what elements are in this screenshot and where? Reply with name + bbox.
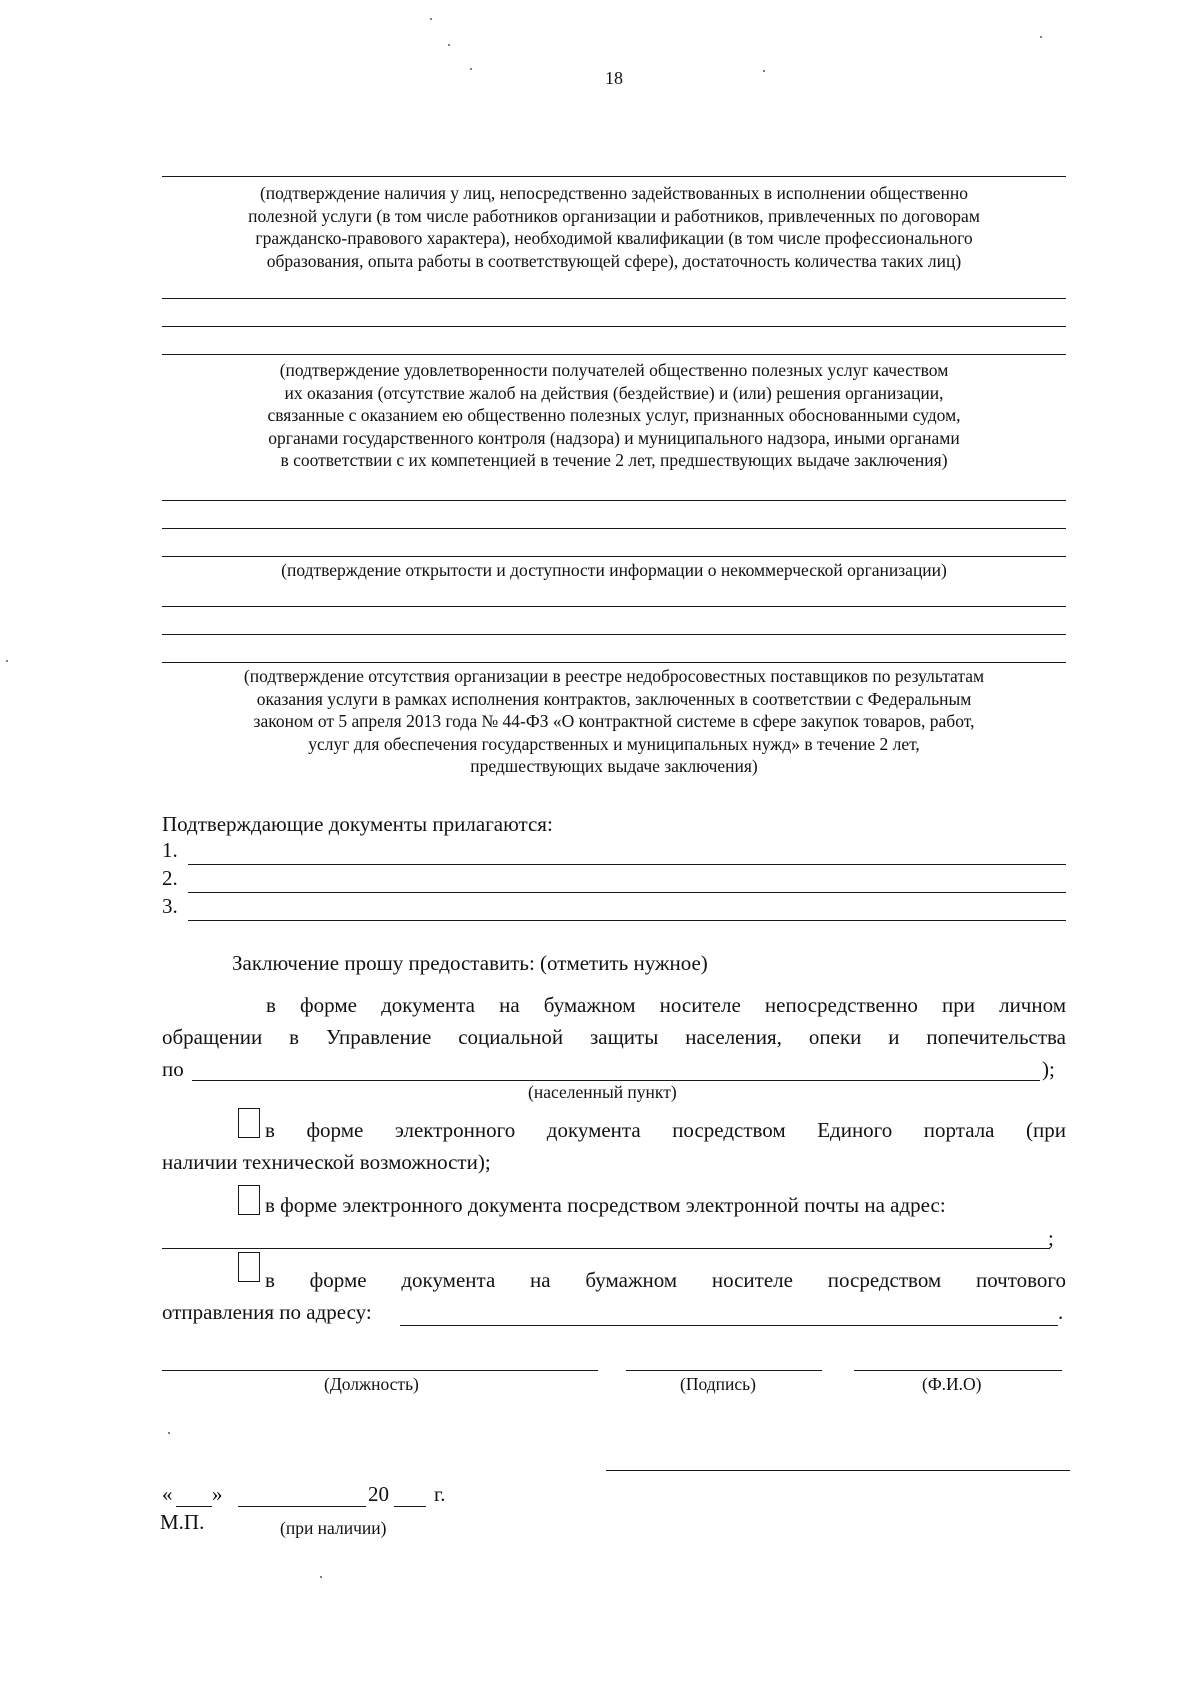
fill-line[interactable] (162, 662, 1066, 663)
scan-speck (1040, 36, 1042, 38)
note-line: (подтверждение наличия у лиц, непосредственно задействованных в исполнении общественно (259, 183, 969, 203)
option-post-line1: в форме документа на бумажном носителе посредством почтового (265, 1268, 1066, 1292)
fill-line[interactable] (162, 556, 1066, 557)
option-paper-personal-line1: в форме документа на бумажном носителе непосредственно при личном (266, 993, 1066, 1017)
signature-caption: (Подпись) (680, 1374, 756, 1394)
note-registry (162, 665, 1066, 778)
locality-caption: (населенный пункт) (528, 1082, 677, 1102)
note-line: образования, опыта работы в соответствующей сфере), достаточность количества таких лиц) (266, 250, 962, 271)
note-line: услуг для обеспечения государственных и муниципальных нужд» в течение 2 лет, (308, 733, 920, 754)
option-paper-personal-line2: обращении в Управление социальной защиты населения, опеки и попечительства (162, 1025, 1066, 1049)
attachment-number: 2. (162, 866, 178, 890)
date-open-quote: « (162, 1482, 173, 1506)
signature-line[interactable] (626, 1370, 822, 1371)
attachment-line-3[interactable] (188, 920, 1066, 921)
postal-address-input-line[interactable] (400, 1325, 1058, 1326)
name-line[interactable] (854, 1370, 1062, 1371)
date-close-quote: » (212, 1482, 223, 1506)
note-line: полезной услуги (в том числе работников организации и работников, привлеченных по договорам (248, 205, 980, 226)
date-month-line[interactable] (238, 1506, 366, 1507)
note-line: связанные с оказанием ею общественно полезных услуг, признанных обоснованными судом, (267, 405, 961, 425)
checkbox-email[interactable] (238, 1185, 260, 1215)
scan-speck (448, 44, 450, 46)
locality-suffix: ); (1042, 1057, 1055, 1081)
email-suffix: ; (1048, 1226, 1054, 1250)
extra-line[interactable] (606, 1470, 1070, 1471)
note-openness (162, 559, 1066, 582)
attachments-heading: Подтверждающие документы прилагаются: (162, 812, 553, 836)
option-portal-line2: наличии технической возможности); (162, 1150, 491, 1174)
email-input-line[interactable] (162, 1248, 1050, 1249)
scan-speck (430, 18, 432, 20)
option-email-line1: в форме электронного документа посредством электронной почты на адрес: (265, 1193, 946, 1217)
date-year-line[interactable] (394, 1506, 426, 1507)
locality-prefix: по (162, 1057, 184, 1081)
page-number: 18 (605, 68, 623, 88)
scan-speck (168, 1432, 170, 1434)
fill-line[interactable] (162, 528, 1066, 529)
name-caption: (Ф.И.О) (922, 1374, 982, 1394)
scan-speck (470, 68, 472, 70)
attachment-line-2[interactable] (188, 892, 1066, 893)
date-year-prefix: 20 (368, 1482, 389, 1506)
scan-speck (320, 1576, 322, 1578)
fill-line[interactable] (162, 326, 1066, 327)
fill-line[interactable] (162, 634, 1066, 635)
note-satisfaction (162, 359, 1066, 472)
date-year-suffix: г. (434, 1482, 446, 1506)
note-line: законом от 5 апреля 2013 года № 44-ФЗ «О контрактной системе в сфере закупок товаров, работ, (253, 711, 975, 731)
stamp-note: (при наличии) (280, 1518, 387, 1538)
note-line: (подтверждение открытости и доступности информации о некоммерческой организации) (281, 560, 947, 580)
date-day-line[interactable] (176, 1506, 212, 1507)
note-line: (подтверждение удовлетворенности получателей общественно полезных услуг качеством (279, 360, 949, 380)
attachment-number: 3. (162, 894, 178, 918)
note-line: предшествующих выдаче заключения) (470, 756, 758, 776)
checkbox-post[interactable] (238, 1252, 260, 1282)
attachment-line-1[interactable] (188, 864, 1066, 865)
scan-speck (763, 70, 765, 72)
option-post-line2: отправления по адресу: (162, 1300, 372, 1324)
checkbox-portal[interactable] (238, 1108, 260, 1138)
note-line: в соответствии с их компетенцией в течение 2 лет, предшествующих выдаче заключения) (280, 450, 948, 470)
position-line[interactable] (162, 1370, 598, 1371)
scan-speck (6, 660, 8, 662)
fill-line[interactable] (162, 500, 1066, 501)
note-personnel (162, 182, 1066, 272)
locality-input-line[interactable] (192, 1080, 1040, 1081)
fill-line[interactable] (162, 176, 1066, 177)
delivery-heading: Заключение прошу предоставить: (отметить нужное) (232, 951, 708, 975)
note-line: оказания услуги в рамках исполнения контрактов, заключенных в соответствии с Федеральным (256, 688, 972, 709)
fill-line[interactable] (162, 298, 1066, 299)
postal-suffix: . (1058, 1300, 1064, 1324)
note-line: гражданско-правового характера), необходимой квалификации (в том числе профессионального (255, 228, 973, 248)
position-caption: (Должность) (324, 1374, 419, 1394)
note-line: (подтверждение отсутствия организации в реестре недобросовестных поставщиков по результатам (243, 666, 985, 686)
attachment-number: 1. (162, 838, 178, 862)
note-line: их оказания (отсутствие жалоб на действия (бездействие) и (или) решения организации, (284, 382, 944, 403)
fill-line[interactable] (162, 606, 1066, 607)
option-portal-line1: в форме электронного документа посредством Единого портала (при (265, 1118, 1066, 1142)
stamp-label: М.П. (160, 1510, 205, 1534)
note-line: органами государственного контроля (надзора) и муниципального надзора, иными органами (268, 427, 960, 448)
fill-line[interactable] (162, 354, 1066, 355)
